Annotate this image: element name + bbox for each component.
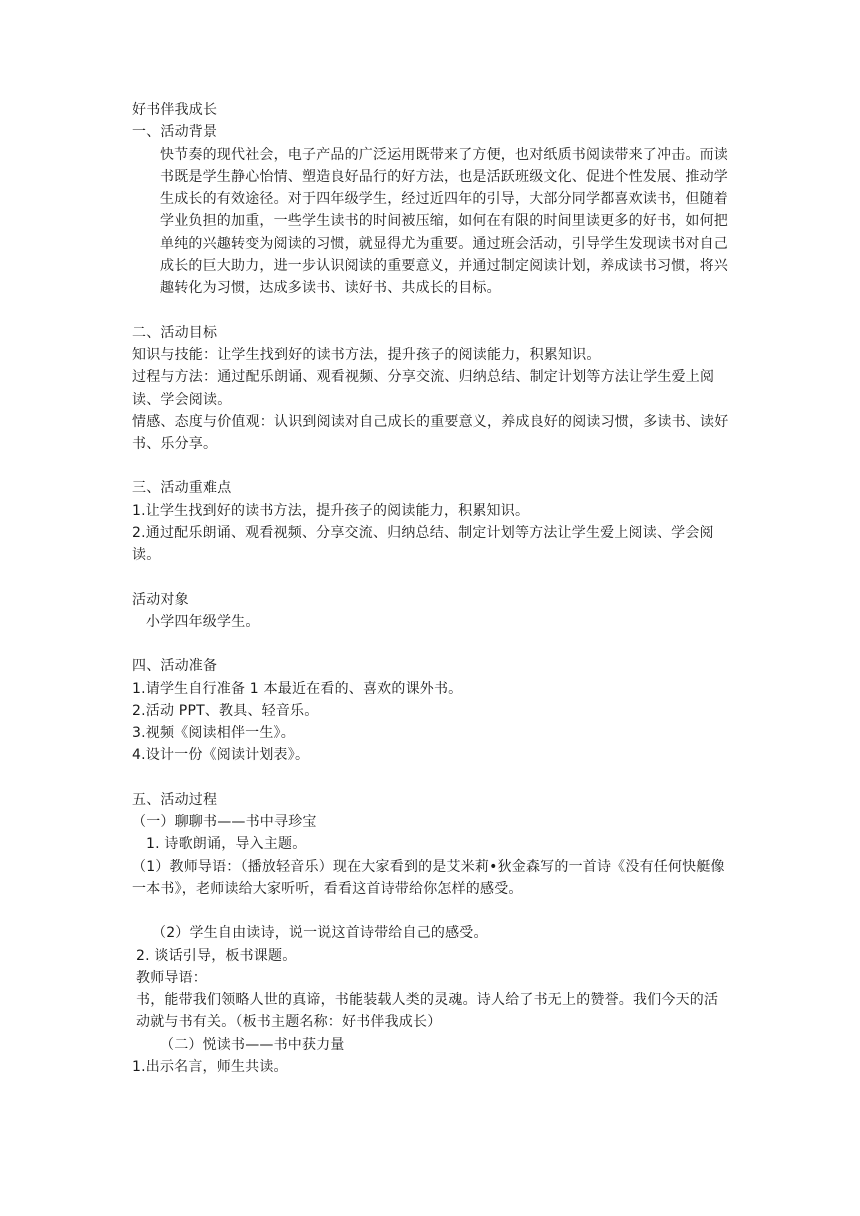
goal-item: 过程与方法：通过配乐朗诵、观看视频、分享交流、归纳总结、制定计划等方法让学生爱上阅读、学会阅读。 <box>132 369 715 408</box>
section-heading-goals: 二、活动目标 <box>132 324 218 341</box>
key-point-item: 1.让学生找到好的读书方法，提升孩子的阅读能力，积累知识。 <box>132 502 530 519</box>
preparation-item: 2.活动 PPT、教具、轻音乐。 <box>132 702 319 719</box>
goal-item: 知识与技能：让学生找到好的读书方法，提升孩子的阅读能力，积累知识。 <box>132 346 601 363</box>
section-heading-preparation: 四、活动准备 <box>132 658 218 675</box>
preparation-item: 3.视频《阅读相伴一生》。 <box>132 725 295 742</box>
target-text: 小学四年级学生。 <box>146 613 260 630</box>
section-heading-key-points: 三、活动重难点 <box>132 480 232 497</box>
goal-item: 情感、态度与价值观：认识到阅读对自己成长的重要意义，养成良好的阅读习惯，多读书、读好书、乐分享。 <box>132 413 729 453</box>
key-point-item: 2.通过配乐朗诵、观看视频、分享交流、归纳总结、制定计划等方法让学生爱上阅读、学会阅读。 <box>132 525 714 564</box>
process-step: 1.出示名言，师生共读。 <box>132 1058 288 1075</box>
process-subsection-heading: （一）聊聊书——书中寻珍宝 <box>132 814 317 831</box>
section-heading-process: 五、活动过程 <box>132 791 218 808</box>
preparation-item: 4.设计一份《阅读计划表》。 <box>132 747 310 764</box>
document-title: 好书伴我成长 <box>132 102 218 118</box>
process-step-detail: （2）学生自由读诗，说一说这首诗带给自己的感受。 <box>152 925 488 942</box>
section-heading-target: 活动对象 <box>132 591 189 608</box>
process-subsection-heading: （二）悦读书——书中获力量 <box>160 1036 345 1053</box>
section-heading-background: 一、活动背景 <box>132 124 218 141</box>
process-step: 2. 谈话引导，板书课题。 <box>136 947 297 964</box>
preparation-item: 1.请学生自行准备 1 本最近在看的、喜欢的课外书。 <box>132 680 463 697</box>
process-step: 1. 诗歌朗诵，导入主题。 <box>146 836 307 853</box>
document-body <box>132 99 732 1078</box>
background-paragraph: 快节奏的现代社会，电子产品的广泛运用既带来了方便，也对纸质书阅读带来了冲击。而读书既是学生静心怡情、塑造良好品行的好方法，也是活跃班级文化、促进个性发展、推动学生成长的有效途径。对于四年级学生，经过近四年的引导，大部分同学都喜欢读书，但随着学业负担的加重，一些学生读书的时间被压缩，如何在有限的时间里读更多的好书，如何把单纯的兴趣转变为阅读的习惯，就显得尤为重要。通过班会活动，引导学生发现读书对自己成长的巨大助力，进一步认识阅读的重要意义，并通过制定阅读计划，养成读书习惯，将兴趣转化为习惯，达成多读书、读好书、共成长的目标。 <box>160 146 728 297</box>
teacher-prompt-label: 教师导语： <box>136 969 207 986</box>
teacher-prompt-text: 书，能带我们领略人世的真谛，书能装载人类的灵魂。诗人给了书无上的赞誉。我们今天的活动就与书有关。（板书主题名称：好书伴我成长） <box>136 992 719 1031</box>
process-step-detail: （1）教师导语：（播放轻音乐）现在大家看到的是艾米莉•狄金森写的一首诗《没有任何快艇像一本书》，老师读给大家听听，看看这首诗带给你怎样的感受。 <box>132 858 725 897</box>
